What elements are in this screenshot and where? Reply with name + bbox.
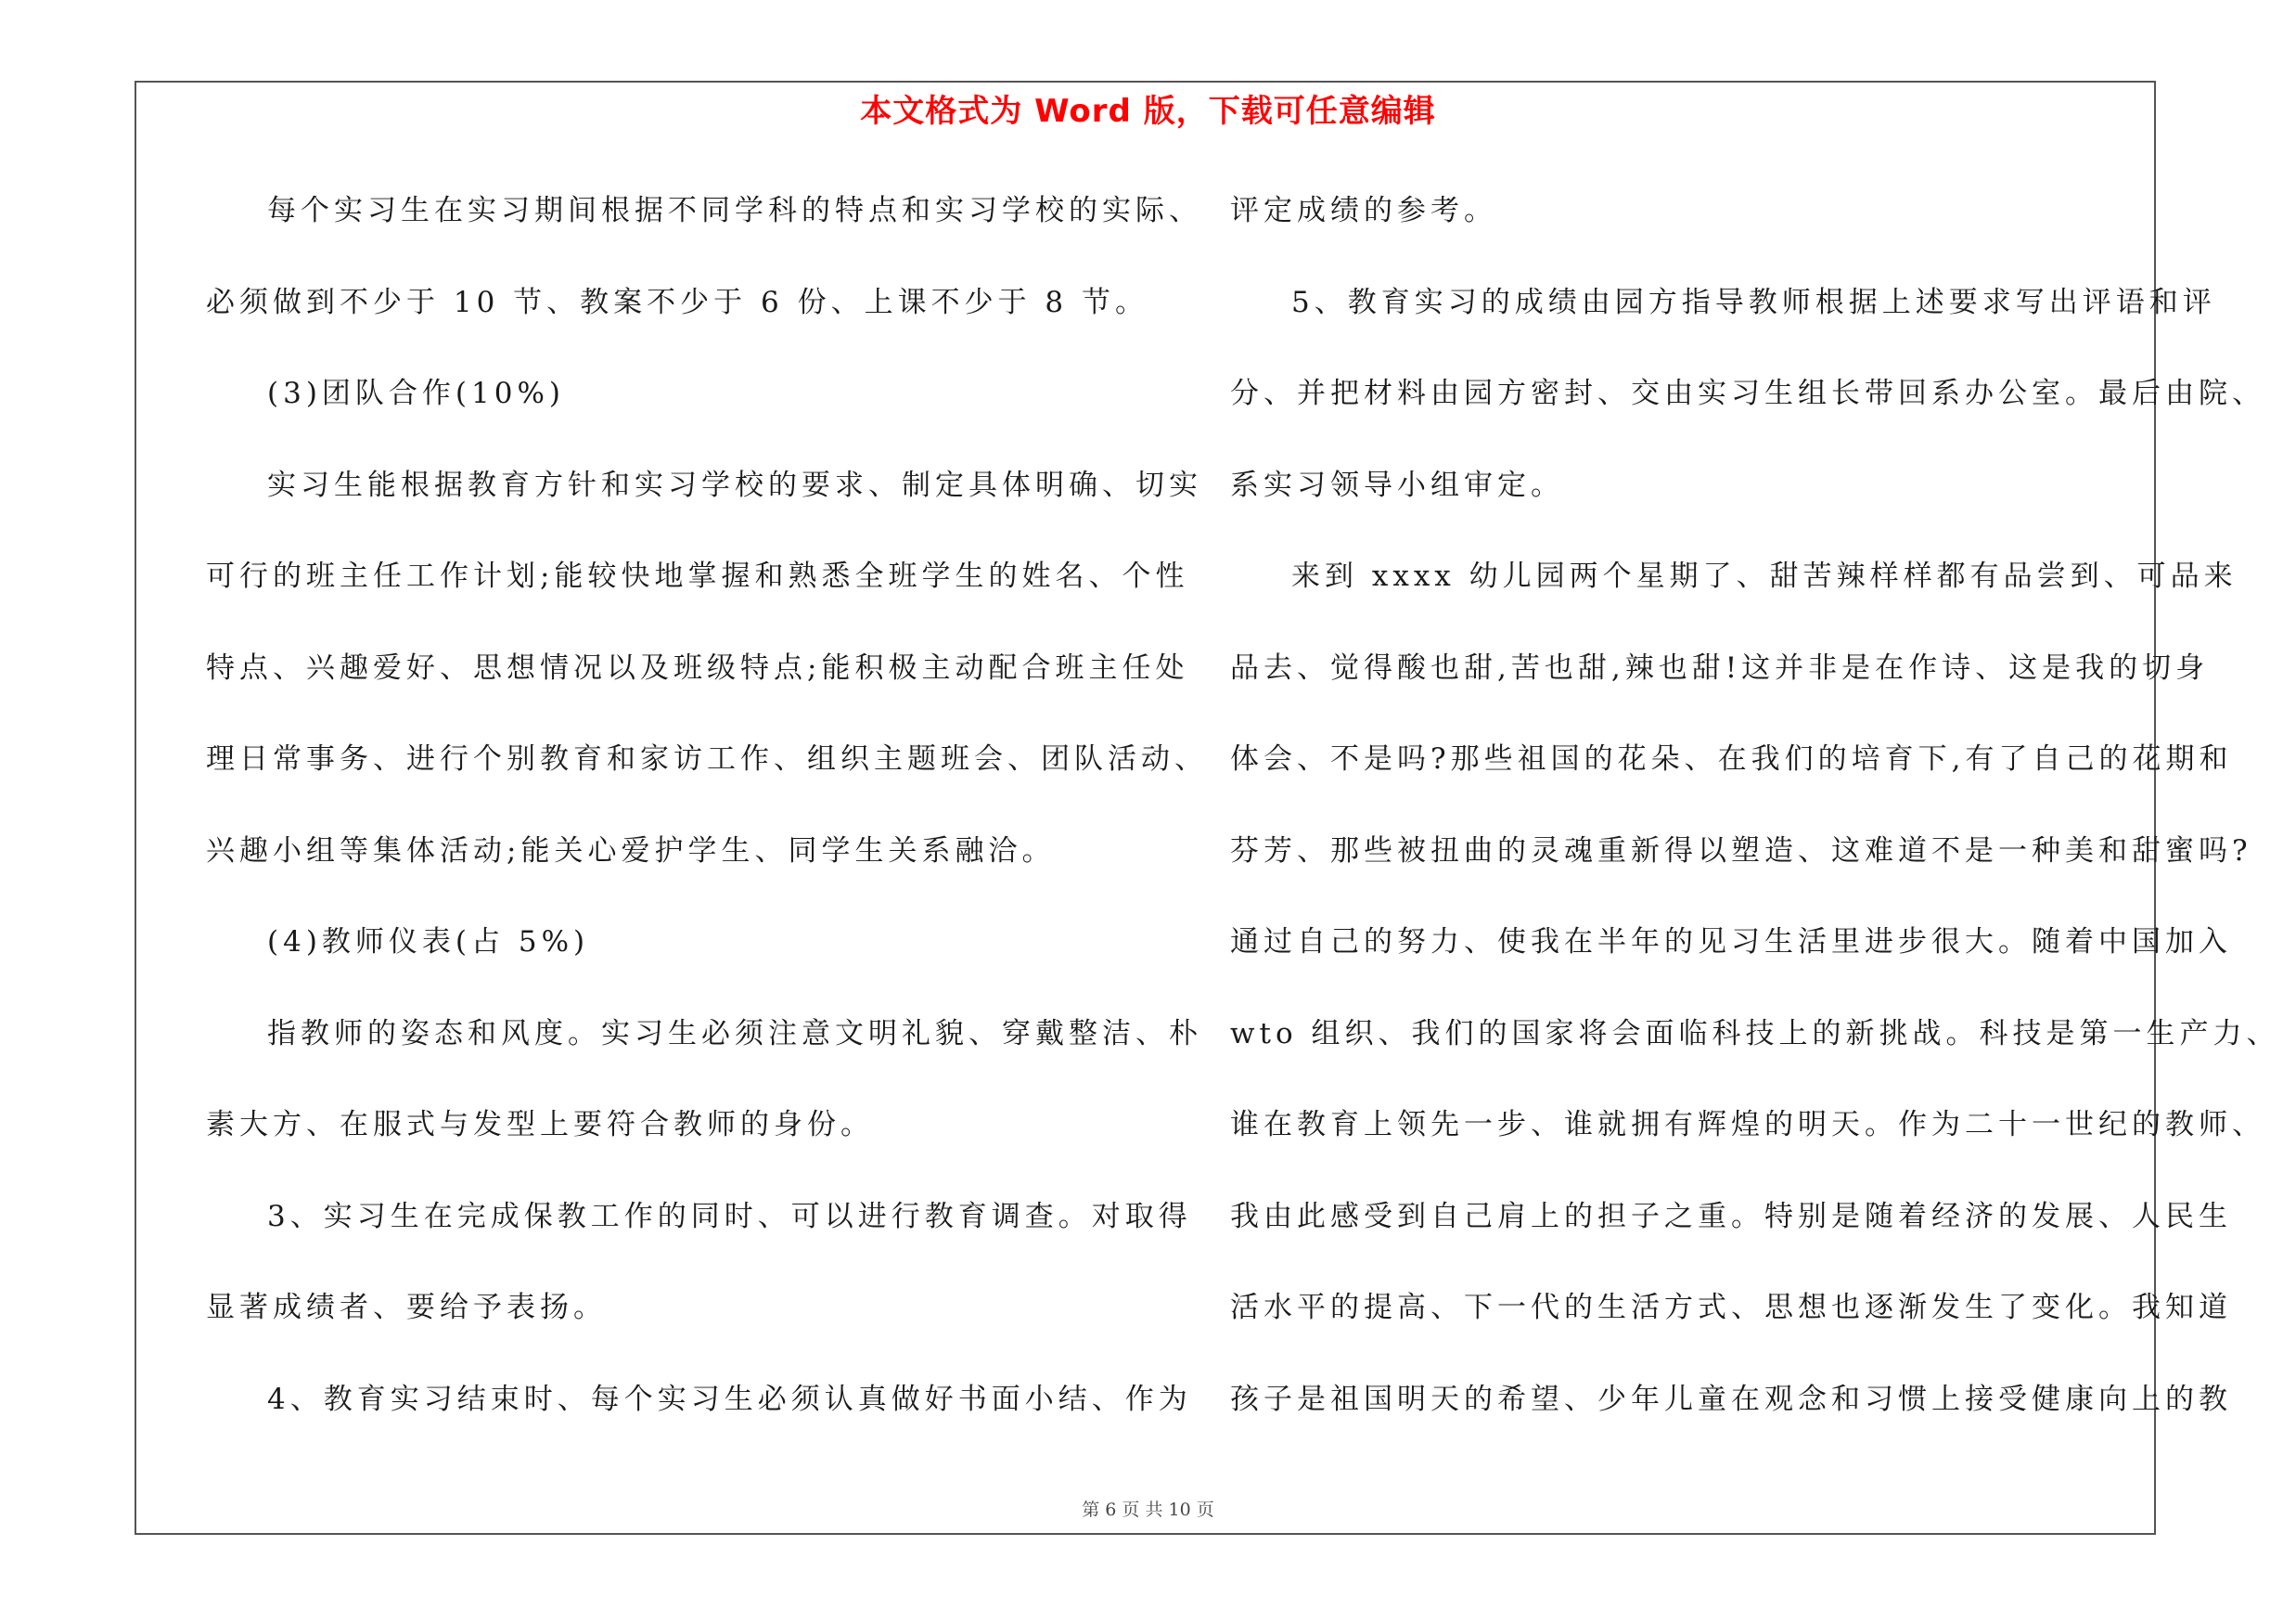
paragraph-line: wto 组织、我们的国家将会面临科技上的新挑战。科技是第一生产力、 [1230, 1016, 2280, 1050]
paragraph-line: (4)教师仪表(占 5%) [267, 925, 590, 959]
paragraph-line: 我由此感受到自己肩上的担子之重。特别是随着经济的发展、人民生 [1230, 1199, 2232, 1233]
paragraph-line: 品去、觉得酸也甜,苦也甜,辣也甜!这并非是在作诗、这是我的切身 [1230, 650, 2210, 685]
paragraph-line: 系实习领导小组审定。 [1230, 468, 1564, 502]
format-notice-banner: 本文格式为 Word 版，下载可任意编辑 [860, 93, 1436, 130]
paragraph-line: 活水平的提高、下一代的生活方式、思想也逐渐发生了变化。我知道 [1230, 1291, 2232, 1324]
right-text-column [1230, 183, 2280, 1462]
paragraph-line: 实习生能根据教育方针和实习学校的要求、制定具体明确、切实 [267, 468, 1202, 502]
paragraph-line: 每个实习生在实习期间根据不同学科的特点和实习学校的实际、 [267, 194, 1202, 227]
paragraph-line: 理日常事务、进行个别教育和家访工作、组织主题班会、团队活动、 [206, 742, 1208, 776]
paragraph-line: 5、教育实习的成绩由园方指导教师根据上述要求写出评语和评 [1291, 285, 2216, 319]
paragraph-line: 可行的班主任工作计划;能较快地掌握和熟悉全班学生的姓名、个性 [206, 560, 1189, 593]
paragraph-line: (3)团队合作(10%) [267, 377, 566, 410]
paragraph-line: 素大方、在服式与发型上要符合教师的身份。 [206, 1108, 874, 1141]
paragraph-line: 显著成绩者、要给予表扬。 [206, 1291, 607, 1324]
paragraph-line: 必须做到不少于 10 节、教案不少于 6 份、上课不少于 8 节。 [206, 285, 1149, 319]
paragraph-line: 兴趣小组等集体活动;能关心爱护学生、同学生关系融洽。 [206, 833, 1056, 868]
paragraph-line: 4、教育实习结束时、每个实习生必须认真做好书面小结、作为 [267, 1382, 1192, 1416]
paragraph-line: 体会、不是吗?那些祖国的花朵、在我们的培育下,有了自己的花期和 [1230, 742, 2233, 776]
left-text-column [206, 183, 1208, 1462]
paragraph-line: 分、并把材料由园方密封、交由实习生组长带回系办公室。最后由院、 [1230, 377, 2265, 410]
paragraph-line: 孩子是祖国明天的希望、少年儿童在观念和习惯上接受健康向上的教 [1230, 1382, 2232, 1416]
paragraph-line: 指教师的姿态和风度。实习生必须注意文明礼貌、穿戴整洁、朴 [267, 1016, 1202, 1050]
paragraph-line: 3、实习生在完成保教工作的同时、可以进行教育调查。对取得 [267, 1199, 1192, 1233]
paragraph-line: 通过自己的努力、使我在半年的见习生活里进步很大。随着中国加入 [1230, 925, 2232, 959]
page-number-footer: 第 6 页 共 10 页 [1082, 1500, 1214, 1520]
paragraph-line: 特点、兴趣爱好、思想情况以及班级特点;能积极主动配合班主任处 [206, 650, 1189, 685]
paragraph-line: 评定成绩的参考。 [1230, 194, 1497, 227]
paragraph-line: 芬芳、那些被扭曲的灵魂重新得以塑造、这难道不是一种美和甜蜜吗? [1230, 833, 2252, 868]
paragraph-line: 谁在教育上领先一步、谁就拥有辉煌的明天。作为二十一世纪的教师、 [1230, 1108, 2265, 1141]
paragraph-line: 来到 xxxx 幼儿园两个星期了、甜苦辣样样都有品尝到、可品来 [1291, 560, 2238, 593]
